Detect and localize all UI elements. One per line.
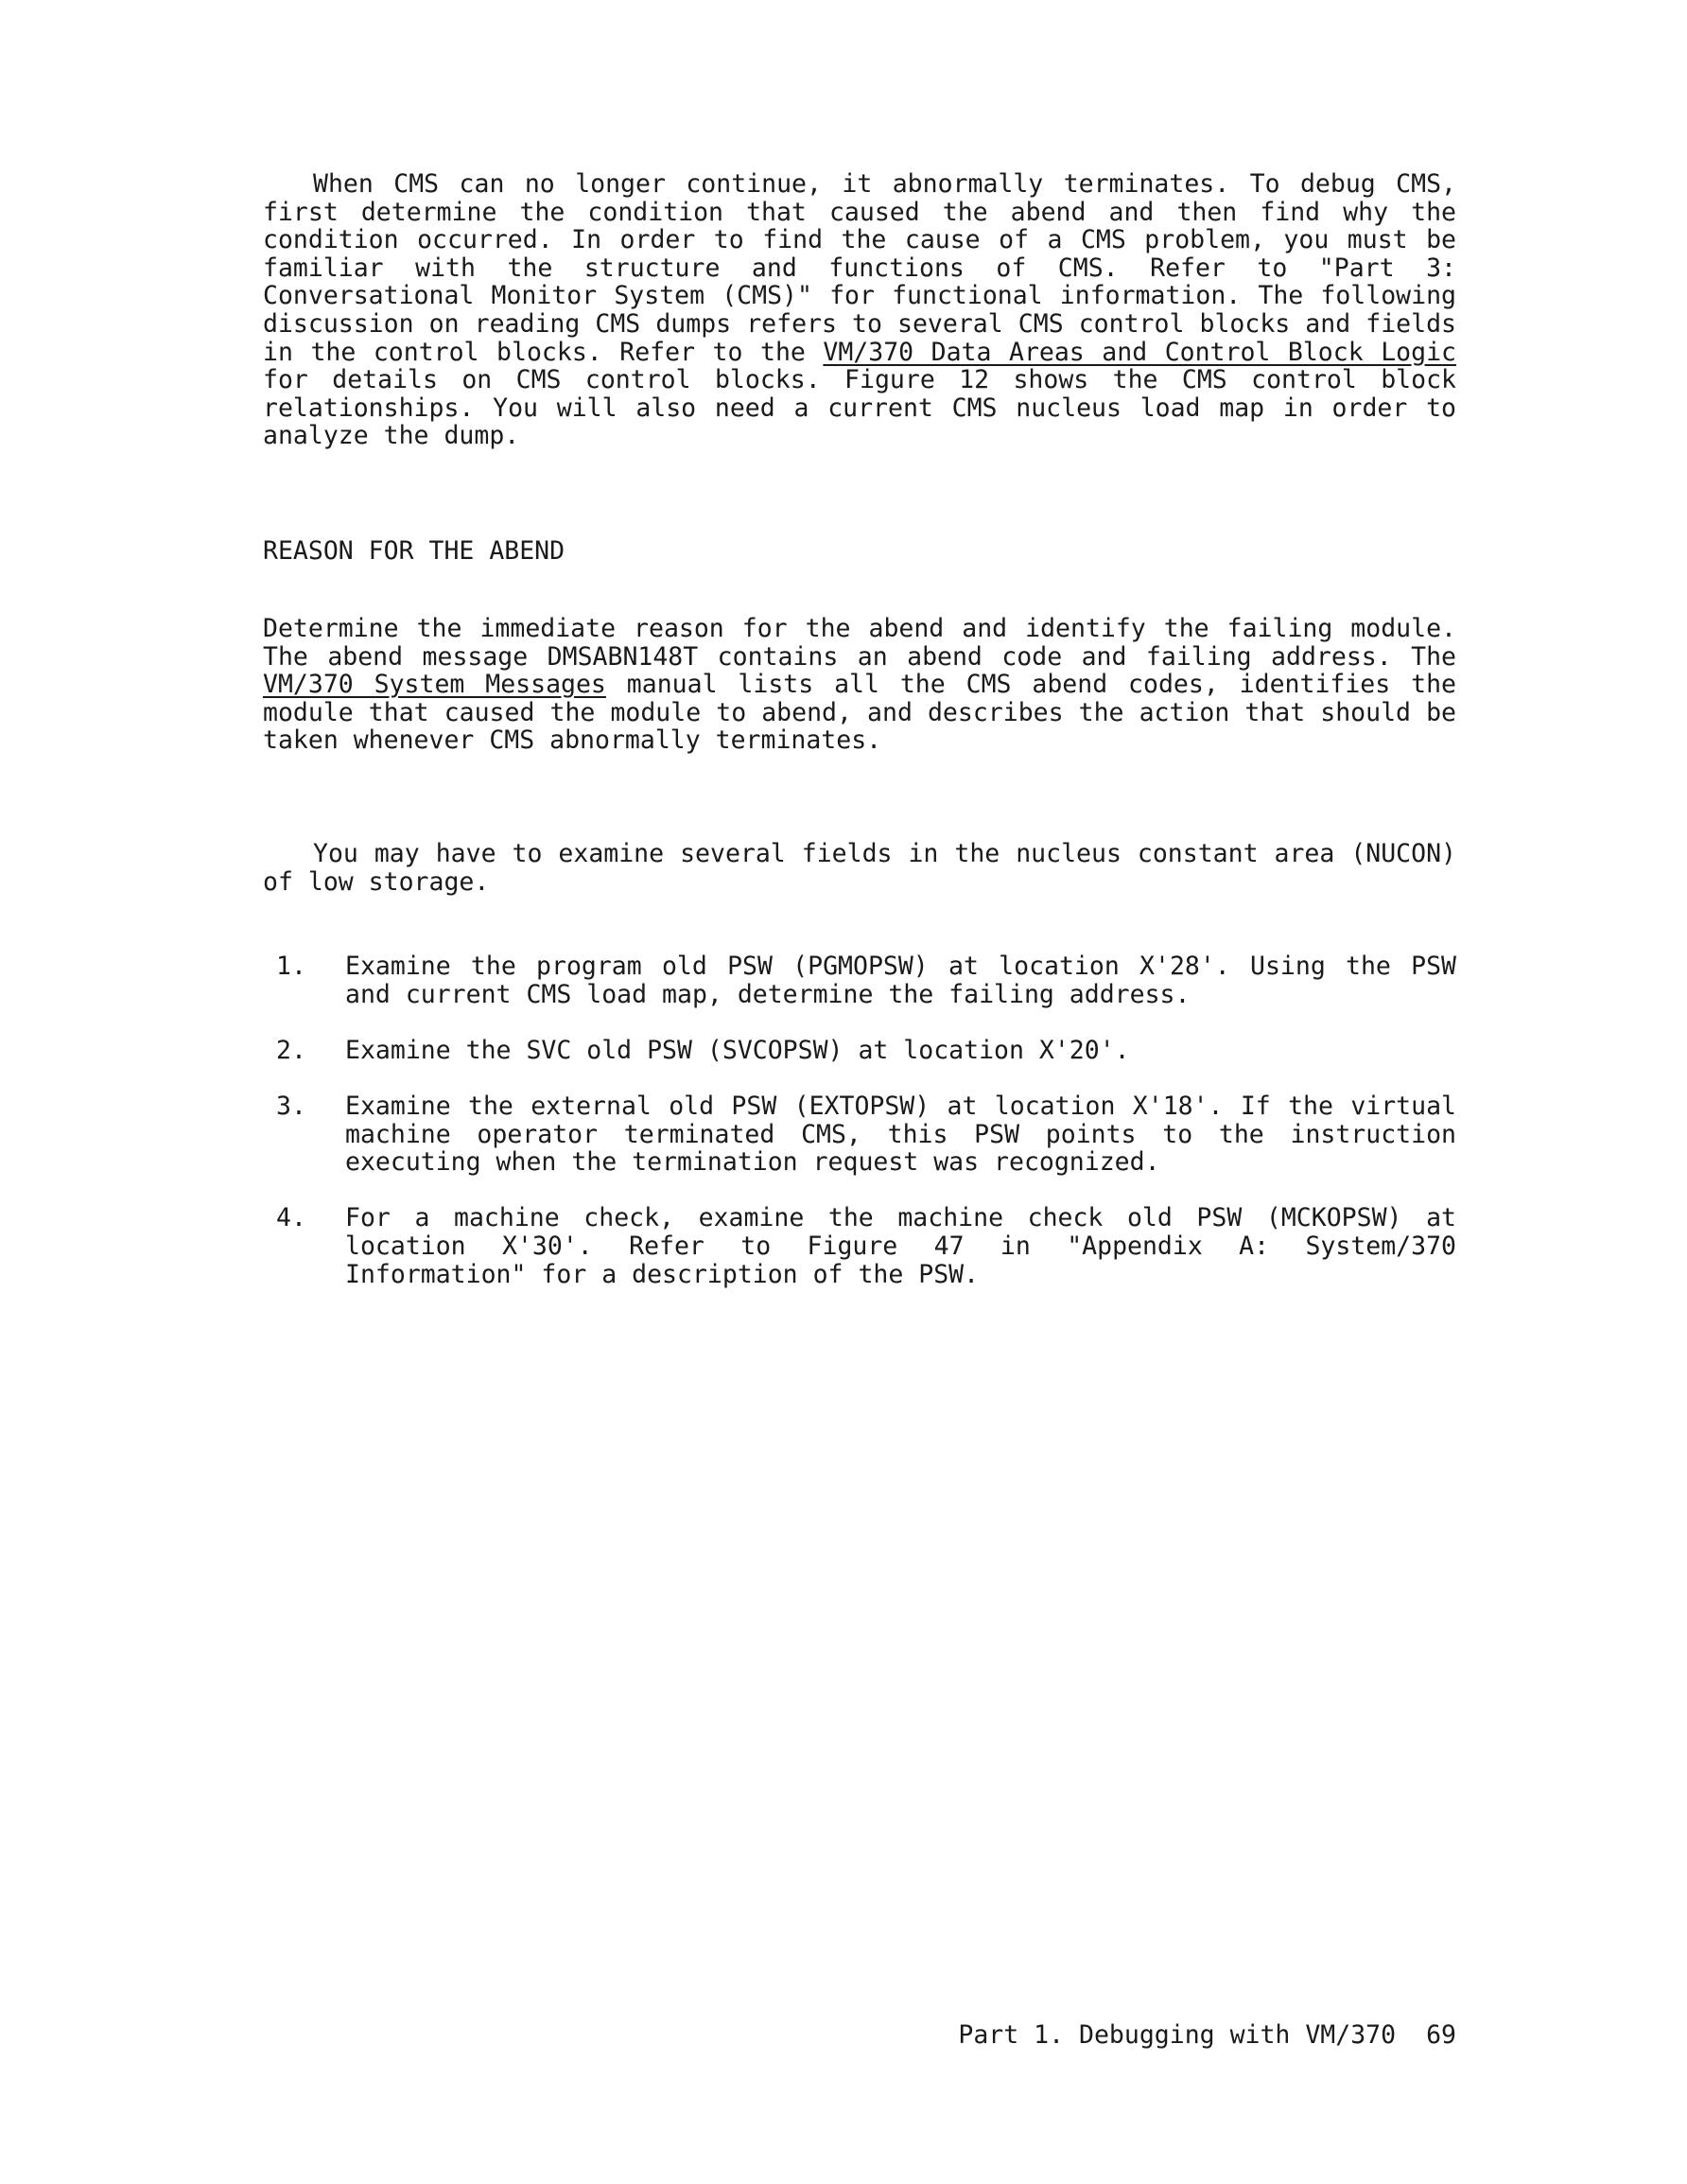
list-item-text: Examine the external old PSW (EXTOPSW) at location X'18'. If the virtual machine operator terminated CMS, this PSW points to the instruction executing when the termination request was recognized. (345, 1091, 1456, 1178)
list-item (263, 1092, 1456, 1177)
nucon-paragraph (263, 840, 1456, 896)
list-item-text: Examine the SVC old PSW (SVCOPSW) at location X'20'. (345, 1035, 1130, 1065)
intro-text-start: When CMS can no longer continue, it abnormally terminates. To debug CMS, first determine the condition that caused the abend and then find why the condition occurred. In order to find the cause of a CMS problem, you must be familiar with the structure and functions of CMS. Refer to "Part 3: Conversational Monitor System (CMS)" for functional information. The following discussion on reading CMS dumps refers to several CMS control blocks and fields in the control blocks. Refer to the (263, 169, 1456, 367)
reference-title-system-messages: VM/370 System Messages (263, 670, 606, 700)
list-item (263, 1037, 1456, 1065)
intro-paragraph (263, 170, 1456, 450)
abend-reason-text-end: manual lists all the CMS abend codes, identifies the module that caused the module to abend, and describes the action that should be taken whenever CMS abnormally terminates. (263, 670, 1456, 756)
footer-text: Part 1. Debugging with VM/370 (958, 2020, 1397, 2050)
list-item-number: 4. (276, 1203, 306, 1233)
page-number: 69 (1426, 2020, 1456, 2050)
list-item (263, 952, 1456, 1008)
intro-text-end: for details on CMS control blocks. Figure 12 shows the CMS control block relationships. You will also need a current CMS nucleus load map in order to analyze the dump. (263, 365, 1456, 451)
section-heading: REASON FOR THE ABEND (263, 536, 565, 566)
page-footer (958, 2021, 1456, 2050)
psw-steps-list (263, 952, 1456, 1317)
nucon-text: You may have to examine several fields in the nucleus constant area (NUCON) of low storage. (263, 839, 1456, 897)
abend-reason-text-start: Determine the immediate reason for the abend and identify the failing module. The abend message DMSABN148T contains an abend code and failing address. The (263, 614, 1456, 672)
reference-title-data-areas: VM/370 Data Areas and Control Block Logic (823, 337, 1456, 367)
list-item-number: 3. (276, 1091, 306, 1121)
list-item-text: For a machine check, examine the machine check old PSW (MCKOPSW) at location X'30'. Refer to Figure 47 in "Appendix A: System/370 Information" for a description of the PSW. (345, 1203, 1456, 1289)
list-item (263, 1204, 1456, 1288)
list-item-number: 1. (276, 952, 306, 981)
list-item-text: Examine the program old PSW (PGMOPSW) at location X'28'. Using the PSW and current CMS load map, determine the failing address. (345, 952, 1456, 1009)
list-item-number: 2. (276, 1035, 306, 1065)
abend-reason-paragraph (263, 615, 1456, 755)
